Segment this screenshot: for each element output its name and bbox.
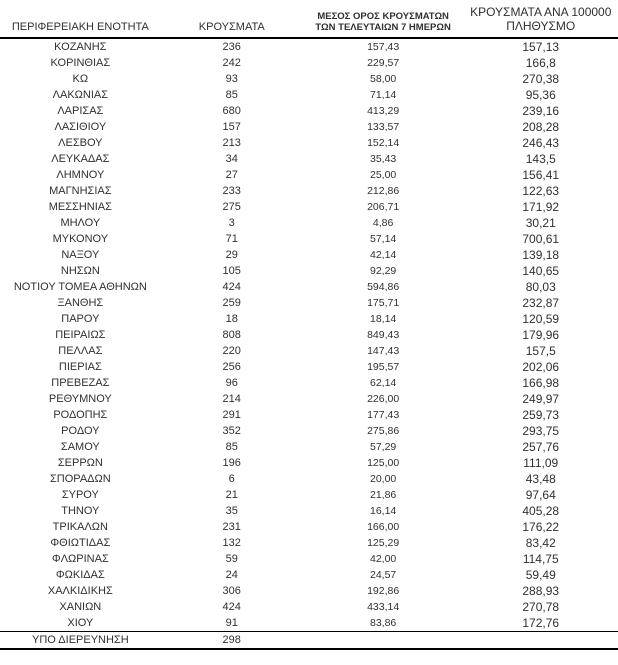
cell-per100k: 143,5: [525, 151, 556, 166]
cell-per100k: 43,48: [525, 471, 556, 486]
cell-avg7: 125,00: [367, 456, 400, 469]
table-row: [0, 423, 618, 439]
cell-avg7: 16,14: [369, 504, 397, 517]
cell-per100k: 80,03: [525, 279, 556, 294]
cell-region: ΦΩΚΙΔΑΣ: [55, 568, 105, 581]
cell-avg7: 57,14: [369, 232, 397, 245]
cell-avg7: 226,00: [367, 392, 400, 405]
cell-region: ΜΕΣΣΗΝΙΑΣ: [48, 200, 112, 213]
table-row: [0, 455, 618, 471]
cell-cases: 259: [222, 296, 241, 309]
cell-avg7: 62,14: [369, 376, 397, 389]
cell-per100k: 171,92: [522, 199, 560, 214]
cell-per100k: 288,93: [522, 583, 560, 598]
cell-avg7: 157,43: [367, 40, 400, 53]
cell-avg7: 275,86: [367, 424, 400, 437]
cell-avg7: 166,00: [367, 520, 400, 533]
cell-region: ΛΗΜΝΟΥ: [56, 168, 105, 181]
header-per100k-line2: ΠΛΗΘΥΣΜΟ: [506, 18, 576, 33]
table-row: [0, 583, 618, 599]
cell-per100k: 97,64: [525, 487, 556, 502]
table-row: [0, 375, 618, 391]
cell-cases: 93: [225, 72, 238, 85]
cell-cases: 808: [222, 328, 241, 341]
cell-cases: 680: [222, 104, 241, 117]
cell-region: ΡΟΔΟΠΗΣ: [53, 408, 108, 421]
cell-avg7: 433,14: [367, 600, 400, 613]
cell-region: ΚΩ: [72, 72, 89, 85]
cell-per100k: 239,16: [522, 103, 560, 118]
cell-region: ΚΟΖΑΝΗΣ: [54, 40, 107, 53]
table-row: [0, 343, 618, 359]
cell-region: ΜΑΓΝΗΣΙΑΣ: [49, 184, 112, 197]
cell-cases: 24: [225, 568, 238, 581]
cell-avg7: 192,86: [367, 584, 400, 597]
cell-avg7: 25,00: [369, 168, 397, 181]
cell-avg7: 125,29: [367, 536, 400, 549]
cell-per100k: 202,06: [522, 359, 560, 374]
table-row: [0, 295, 618, 311]
table-row: [0, 183, 618, 199]
cell-cases: 85: [225, 440, 238, 453]
cell-region: ΦΘΙΩΤΙΔΑΣ: [50, 536, 111, 549]
cell-cases: 105: [222, 264, 241, 277]
table-row: [0, 55, 618, 71]
table-row: [0, 519, 618, 535]
cell-avg7: 20,00: [369, 472, 397, 485]
table-row: [0, 135, 618, 151]
cell-avg7: 212,86: [367, 184, 400, 197]
cell-region: ΤΗΝΟΥ: [61, 504, 100, 517]
cell-avg7: 58,00: [369, 72, 397, 85]
cell-cases: 157: [222, 120, 241, 133]
header-avg7-line2: ΤΩΝ ΤΕΛΕΥΤΑΙΩΝ 7 ΗΜΕΡΩΝ: [315, 21, 451, 33]
cell-region: ΠΑΡΟΥ: [61, 312, 100, 325]
cell-region: ΣΕΡΡΩΝ: [57, 456, 103, 469]
table-row: [0, 71, 618, 87]
cell-per100k: 249,97: [522, 391, 560, 406]
cell-avg7: 71,14: [369, 88, 397, 101]
cell-per100k: 83,42: [525, 535, 556, 550]
table-row: [0, 279, 618, 295]
cell-per100k: 172,76: [522, 615, 560, 630]
table-row: [0, 38, 618, 55]
cell-cases: 85: [225, 88, 238, 101]
cell-cases: 18: [225, 312, 238, 325]
cell-avg7: 413,29: [367, 104, 400, 117]
cell-region: ΠΙΕΡΙΑΣ: [58, 360, 102, 373]
cell-cases: 34: [225, 152, 238, 165]
cell-cases: 352: [222, 424, 241, 437]
table-row: [0, 119, 618, 135]
table-row: [0, 103, 618, 119]
cell-region: ΣΥΡΟΥ: [61, 488, 99, 501]
table-header: [0, 6, 618, 38]
cell-region: ΥΠΟ ΔΙΕΡΕΥΝΗΣΗ: [0, 631, 161, 649]
cell-per100k: 114,75: [522, 551, 559, 566]
cell-region: ΞΑΝΘΗΣ: [57, 296, 104, 309]
cell-per100k: 176,22: [522, 519, 560, 534]
cell-region: ΝΟΤΙΟΥ ΤΟΜΕΑ ΑΘΗΝΩΝ: [13, 280, 147, 293]
header-per100k-line1: ΚΡΟΥΣΜΑΤΑ ΑΝΑ 100000: [470, 5, 612, 19]
cell-region: ΝΑΞΟΥ: [61, 248, 100, 261]
regional-cases-table: [0, 6, 618, 650]
cell-cases: 29: [225, 248, 238, 261]
cell-region: ΤΡΙΚΑΛΩΝ: [52, 520, 108, 533]
table-row: [0, 615, 618, 632]
table-row: [0, 631, 618, 649]
cell-cases: 424: [222, 280, 241, 293]
cell-avg7: 147,43: [367, 344, 400, 357]
cell-cases: 231: [222, 520, 241, 533]
cell-cases: 306: [222, 584, 241, 597]
cell-region: ΛΕΥΚΑΔΑΣ: [51, 152, 110, 165]
table-row: [0, 567, 618, 583]
header-row: [0, 6, 618, 38]
table-row: [0, 503, 618, 519]
cell-avg7: 175,71: [367, 296, 400, 309]
table-row: [0, 199, 618, 215]
cell-avg7: 18,14: [369, 312, 397, 325]
table-row: [0, 359, 618, 375]
header-cases: ΚΡΟΥΣΜΑΤΑ: [161, 6, 303, 38]
cell-avg7: 24,57: [369, 568, 397, 581]
cell-cases: 213: [222, 136, 241, 149]
cell-region: ΠΕΛΛΑΣ: [58, 344, 103, 357]
cell-per100k: 139,18: [522, 247, 560, 262]
cell-cases: 96: [225, 376, 238, 389]
cell-per100k: 208,28: [522, 119, 560, 134]
cell-per100k: 166,98: [522, 375, 560, 390]
table-row: [0, 551, 618, 567]
cell-per100k: 157,5: [525, 343, 556, 358]
cell-avg7: 83,86: [369, 616, 397, 629]
cell-avg7: 42,14: [369, 248, 397, 261]
cell-avg7: 177,43: [367, 408, 400, 421]
table-row: [0, 439, 618, 455]
cell-avg7: 57,29: [369, 440, 397, 453]
cell-region: ΣΑΜΟΥ: [60, 440, 100, 453]
cell-per100k: 156,41: [522, 167, 560, 182]
cell-per100k: 120,59: [522, 311, 560, 326]
cell-per100k: 246,43: [522, 135, 560, 150]
cell-cases: 298: [161, 631, 303, 649]
cell-per100k: 405,28: [522, 503, 560, 518]
cell-cases: 220: [222, 344, 241, 357]
cell-cases: 236: [222, 40, 241, 53]
cell-region: ΛΑΡΙΣΑΣ: [57, 104, 104, 117]
table-row: [0, 487, 618, 503]
cell-avg7: 849,43: [367, 328, 400, 341]
table-row: [0, 215, 618, 231]
cell-cases: 214: [222, 392, 241, 405]
cell-cases: 291: [222, 408, 241, 421]
cell-avg7: 152,14: [367, 136, 400, 149]
cell-cases: 424: [222, 600, 241, 613]
cell-cases: 132: [222, 536, 241, 549]
cell-region: ΣΠΟΡΑΔΩΝ: [50, 472, 111, 485]
cell-region: ΛΑΚΩΝΙΑΣ: [52, 88, 109, 101]
cell-per100k: 140,65: [522, 263, 560, 278]
cell-region: ΧΑΛΚΙΔΙΚΗΣ: [47, 584, 113, 597]
cell-per100k: 166,8: [525, 55, 556, 70]
cell-region: ΦΛΩΡΙΝΑΣ: [51, 552, 109, 565]
table-row: [0, 471, 618, 487]
table-row: [0, 327, 618, 343]
cell-per100k: 270,38: [522, 71, 560, 86]
table-row: [0, 151, 618, 167]
cell-cases: 3: [228, 216, 235, 229]
cell-cases: 242: [222, 56, 241, 69]
cell-cases: 59: [225, 552, 238, 565]
cell-per100k: 30,21: [525, 215, 556, 230]
cell-cases: 196: [222, 456, 241, 469]
header-avg7: [303, 6, 464, 38]
cell-cases: 256: [222, 360, 241, 373]
cell-region: ΡΕΘΥΜΝΟΥ: [48, 392, 112, 405]
cell-region: ΜΗΛΟΥ: [60, 216, 101, 229]
cell-region: ΛΕΣΒΟΥ: [58, 136, 103, 149]
cell-per100k: 257,76: [522, 439, 560, 454]
cell-avg7: [303, 631, 464, 649]
table-row: [0, 87, 618, 103]
table-body: [0, 38, 618, 649]
cell-region: ΡΟΔΟΥ: [61, 424, 100, 437]
table-row: [0, 311, 618, 327]
cell-cases: 91: [225, 616, 238, 629]
cell-cases: 275: [222, 200, 241, 213]
cell-cases: 233: [222, 184, 241, 197]
cell-region: ΠΡΕΒΕΖΑΣ: [51, 376, 110, 389]
table-row: [0, 247, 618, 263]
cell-avg7: 229,57: [367, 56, 400, 69]
cell-per100k: 232,87: [522, 295, 560, 310]
cell-avg7: 594,86: [367, 280, 400, 293]
cell-cases: 21: [225, 488, 238, 501]
cell-region: ΜΥΚΟΝΟΥ: [52, 232, 109, 245]
cell-per100k: [463, 631, 618, 649]
table-row: [0, 535, 618, 551]
cell-region: ΧΙΟΥ: [67, 616, 94, 629]
cell-region: ΝΗΣΩΝ: [60, 264, 100, 277]
cell-avg7: 42,00: [369, 552, 397, 565]
cell-region: ΛΑΣΙΘΙΟΥ: [54, 120, 107, 133]
header-per100k: [463, 6, 618, 38]
cell-per100k: 157,13: [522, 39, 560, 54]
cell-cases: 71: [225, 232, 238, 245]
cell-avg7: 206,71: [367, 200, 400, 213]
cell-per100k: 270,78: [522, 599, 560, 614]
cell-per100k: 700,61: [522, 231, 560, 246]
table-row: [0, 231, 618, 247]
cell-per100k: 122,63: [522, 183, 560, 198]
cell-per100k: 95,36: [525, 87, 556, 102]
cell-per100k: 293,75: [522, 423, 560, 438]
cell-per100k: 179,96: [522, 327, 560, 342]
header-region: ΠΕΡΙΦΕΡΕΙΑΚΗ ΕΝΟΤΗΤΑ: [0, 6, 161, 38]
cell-region: ΚΟΡΙΝΘΙΑΣ: [50, 56, 111, 69]
cell-avg7: 4,86: [372, 216, 394, 229]
header-avg7-line1: ΜΕΣΟΣ ΟΡΟΣ ΚΡΟΥΣΜΑΤΩΝ: [317, 10, 449, 22]
table-row: [0, 391, 618, 407]
cell-avg7: 21,86: [369, 488, 397, 501]
table-row: [0, 167, 618, 183]
cell-avg7: 92,29: [369, 264, 397, 277]
cell-region: ΧΑΝΙΩΝ: [59, 600, 102, 613]
cell-avg7: 133,57: [367, 120, 400, 133]
cell-region: ΠΕΙΡΑΙΩΣ: [55, 328, 106, 341]
table-row: [0, 407, 618, 423]
cell-per100k: 59,49: [525, 567, 556, 582]
cell-avg7: 35,43: [369, 152, 397, 165]
cell-cases: 27: [225, 168, 238, 181]
cell-avg7: 195,57: [367, 360, 400, 373]
table-row: [0, 599, 618, 615]
cell-per100k: 111,09: [523, 455, 559, 470]
table-row: [0, 263, 618, 279]
cell-per100k: 259,73: [522, 407, 560, 422]
cell-cases: 35: [225, 504, 238, 517]
cell-cases: 6: [228, 472, 235, 485]
